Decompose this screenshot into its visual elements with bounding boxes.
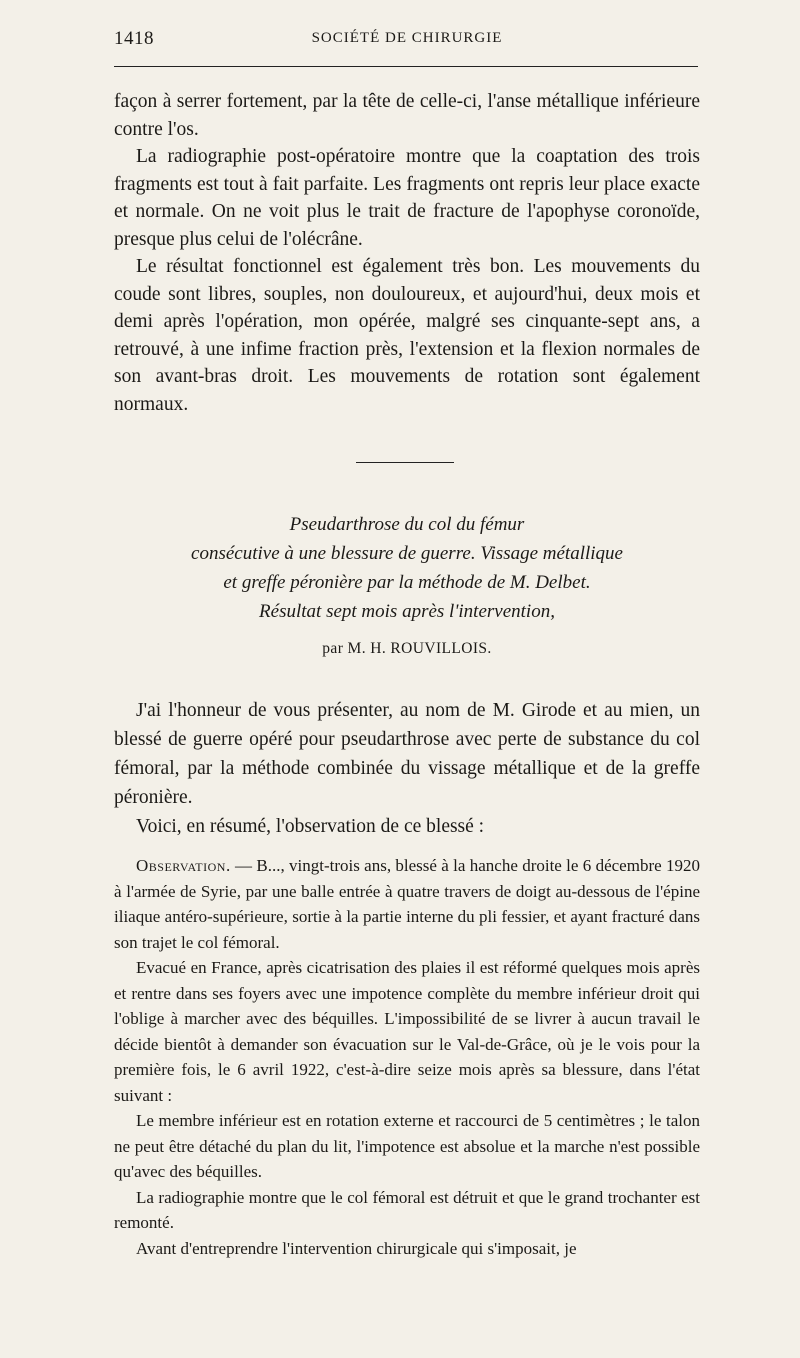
paragraph: Voici, en résumé, l'observation de ce blessé : (136, 816, 485, 837)
header-rule (114, 66, 698, 67)
title-line: Résultat sept mois après l'intervention, (259, 601, 555, 622)
paragraph: Avant d'entreprendre l'intervention chirurgicale qui s'imposait, je (136, 1238, 577, 1258)
section-separator (356, 462, 454, 463)
page-header (114, 28, 700, 54)
observation-label: Observation. (136, 856, 231, 875)
article-author: par M. H. ROUVILLOIS. (322, 640, 492, 657)
paragraph: La radiographie montre que le col fémoral est détruit et que le grand trochanter est remonté. (114, 1187, 700, 1232)
article-intro (114, 696, 700, 841)
paragraph: façon à serrer fortement, par la tête de celle-ci, l'anse métallique inférieure contre l'os. (114, 91, 700, 140)
page-number: 1418 (114, 28, 154, 49)
observation-section (114, 853, 700, 1261)
observation-text: — B..., vingt-trois ans, blessé à la hanche droite le 6 décembre 1920 à l'armée de Syrie, par une balle entrée à quatre travers de doigt au-dessous de l'épine iliaque antéro-supérieure, sortie à la partie interne du pli fessier, et ayant fracturé dans son trajet le col fémoral. (114, 856, 700, 952)
continued-text (114, 88, 700, 418)
observation-paragraph (114, 853, 700, 955)
article-title (114, 510, 700, 626)
paragraph: Le membre inférieur est en rotation externe et raccourci de 5 centimètres ; le talon ne peut être détaché du plan du lit, l'impotence est absolue et la marche n'est possible qu'avec des béquilles. (114, 1111, 700, 1181)
paragraph: La radiographie post-opératoire montre que la coaptation des trois fragments est tout à fait parfaite. Les fragments ont repris leur place exacte et normale. On ne voit plus le trait de fracture de l'apophyse coronoïde, presque plus celui de l'olécrâne. (114, 146, 700, 250)
title-line: Pseudarthrose du col du fémur (289, 514, 525, 535)
paragraph: J'ai l'honneur de vous présenter, au nom de M. Girode et au mien, un blessé de guerre opéré pour pseudarthrose avec perte de substance du col fémoral, par la méthode combinée du vissage métallique et de la greffe péronière. (114, 700, 700, 808)
title-line: et greffe péronière par la méthode de M. Delbet. (223, 572, 591, 593)
paragraph: Le résultat fonctionnel est également très bon. Les mouvements du coude sont libres, souples, non douloureux, et aujourd'hui, deux mois et demi après l'opération, mon opérée, malgré ses cinquante-sept ans, a retrouvé, à une infime fraction près, l'extension et la flexion normales de son avant-bras droit. Les mouvements de rotation sont également normaux. (114, 256, 700, 415)
title-line: consécutive à une blessure de guerre. Vissage métallique (191, 543, 623, 564)
running-head: SOCIÉTÉ DE CHIRURGIE (311, 30, 503, 46)
paragraph: Evacué en France, après cicatrisation des plaies il est réformé quelques mois après et rentre dans ses foyers avec une impotence complète du membre inférieur droit qui l'oblige à marcher avec des béquilles. L'impossibilité de se livrer à aucun travail le décide bientôt à demander son évacuation sur le Val-de-Grâce, où je le vois pour la première fois, le 6 avril 1922, c'est-à-dire seize mois après sa blessure, dans l'état suivant : (114, 958, 700, 1105)
